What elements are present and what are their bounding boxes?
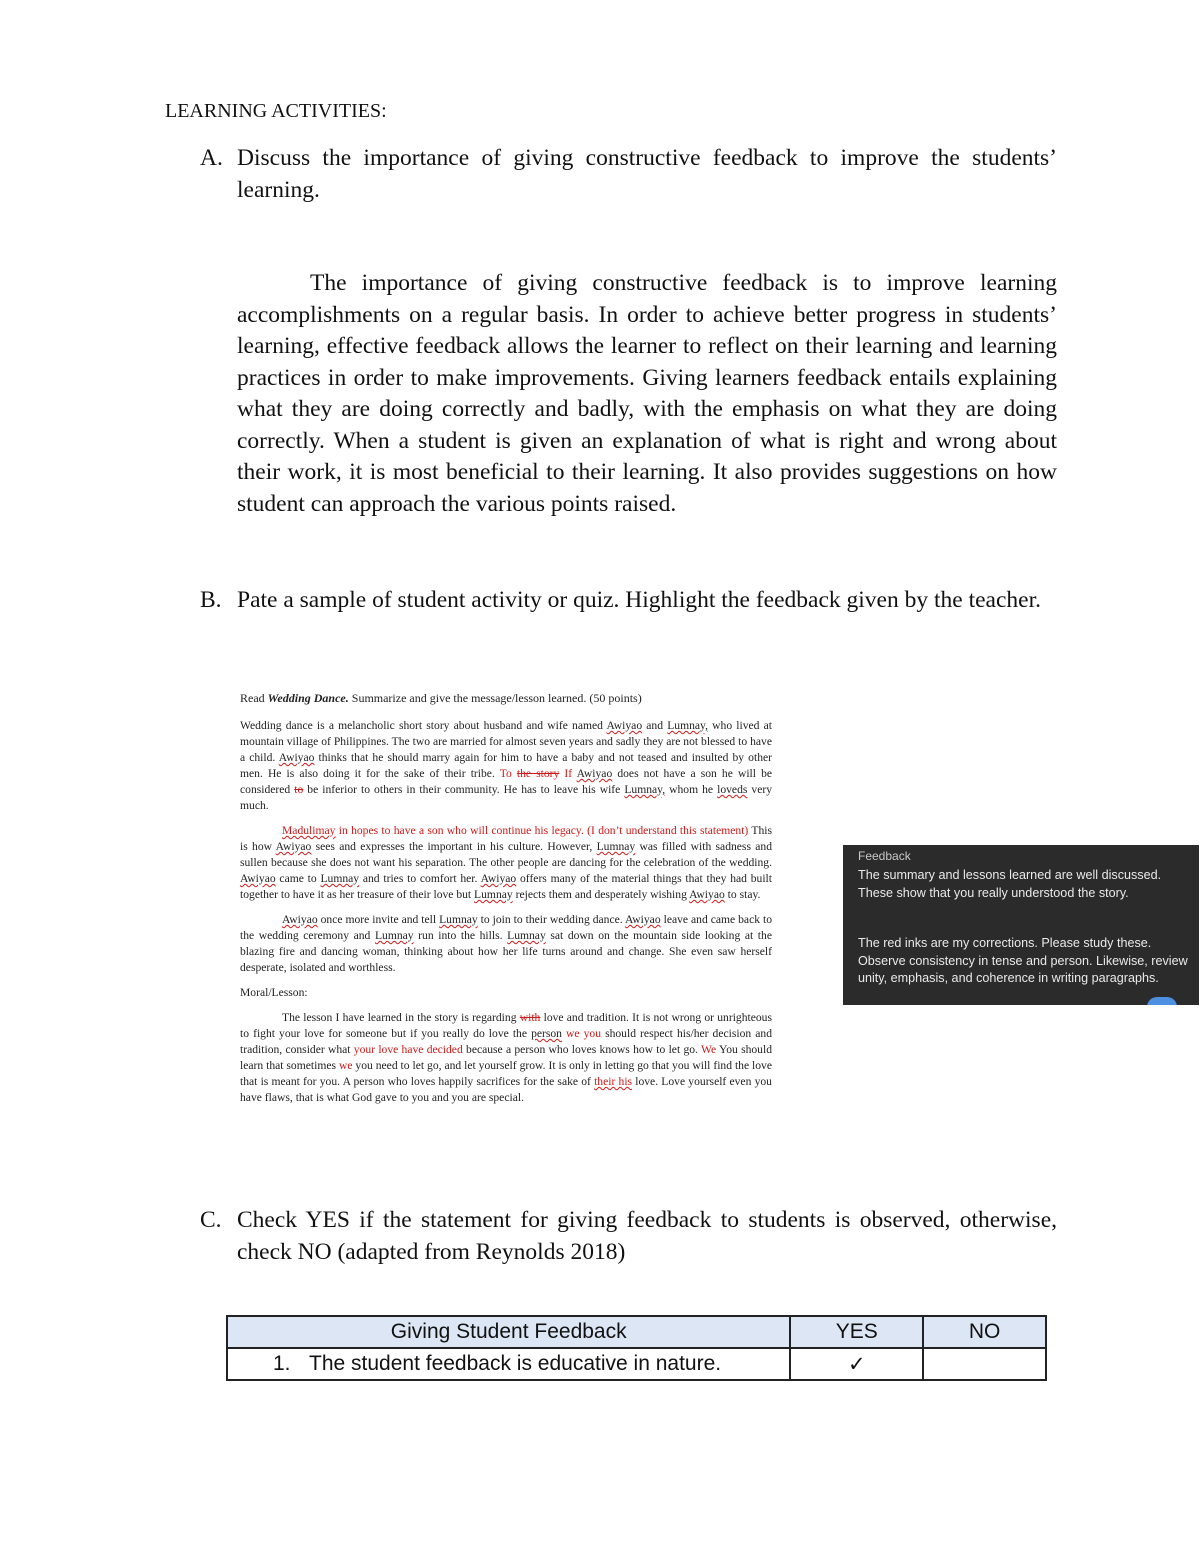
student-work-paragraph-3: Awiyao once more invite and tell Lumnay to join to their wedding dance. Awiyao leave and came back to the wedding ceremony and Lumnay run into the hills. Lumnay sat down on the mountain side looking at the blazing fire and dancing woman, thinking about how her life turns around and change. She even saw herself desperate, isolated and worthless. [240, 913, 772, 974]
section-b-question: Pate a sample of student activity or quiz. Highlight the feedback given by the teacher. [237, 587, 1041, 613]
table-header-row [227, 1316, 1046, 1348]
student-work-moral-label: Moral/Lesson: [240, 986, 308, 999]
feedback-text-1: The summary and lessons learned are well discussed. These show that you really understood the story. [858, 868, 1162, 900]
section-a-question: Discuss the importance of giving constructive feedback to improve the students’ learning. [237, 145, 1057, 203]
student-work-paragraph-2: Madulimay in hopes to have a son who will continue his legacy. (I don’t understand this statement) This is how Awiyao sees and expresses the important in his culture. However, Lumnay was filled with sadness and sullen because she does not want his separation. The other people are dancing for the celebration of the wedding. Awiyao came to Lumnay and tries to comfort her. Awiyao offers many of the material things that they had built together to have it as her treasure of their love but Lumnay rejects them and desperately wishing Awiyao to stay. [240, 824, 773, 901]
section-c-marker: C. [200, 1207, 222, 1233]
table-row-no-check[interactable] [923, 1348, 1046, 1380]
section-b-marker: B. [200, 587, 222, 613]
table-header-yes: YES [790, 1316, 923, 1348]
feedback-text-2: The red inks are my corrections. Please study these. Observe consistency in tense and person. Likewise, review unity, emphasis, and coherence in writing paragraphs. [858, 936, 1188, 985]
feedback-badge-icon [1147, 997, 1177, 1005]
section-a-answer: The importance of giving constructive feedback is to improve learning accomplishments on a regular basis. In order to achieve better progress in students’ learning, effective feedback allows the learner to reflect on their learning and learning practices in order to make improvements. Giving learners feedback entails explaining what they are doing correctly and badly, with the emphasis on what they are doing correctly. When a student is given an explanation of what is right and wrong about their work, it is most beneficial to their learning. It also provides suggestions on how student can approach the various points raised. [237, 270, 1057, 517]
feedback-panel [843, 845, 1199, 1005]
section-a-marker: A. [200, 145, 223, 171]
student-work-paragraph-1: Wedding dance is a melancholic short story about husband and wife named Awiyao and Lumnay, who lived at mountain village of Philippines. The two are married for almost seven years and sadly they are not blessed to have a child. Awiyao thinks that he should marry again for him to have a baby and not teased and insulted by other men. He is also doing it for the sake of their tribe. To the story If Awiyao does not have a son he will be considered to be inferior to others in their community. He has to leave his wife Lumnay, whom he loveds very much. [240, 719, 773, 812]
table-row [227, 1348, 1046, 1380]
section-c-question: Check YES if the statement for giving feedback to students is observed, otherwise, check NO (adapted from Reynolds 2018) [237, 1207, 1057, 1265]
feedback-panel-header: Feedback [858, 849, 911, 863]
feedback-checklist-table [226, 1315, 1047, 1381]
table-row-statement: 1. The student feedback is educative in nature. [227, 1348, 790, 1380]
table-header-feedback: Giving Student Feedback [227, 1316, 790, 1348]
student-work-sample [240, 690, 772, 1115]
page-heading: LEARNING ACTIVITIES: [165, 100, 387, 122]
table-header-no: NO [923, 1316, 1046, 1348]
student-work-paragraph-4: The lesson I have learned in the story is regarding with love and tradition. It is not wrong or unrighteous to fight your love for someone but if you really do love the person we you should respect his/her decision and tradition, consider what your love have decided because a person who loves knows how to let go. We You should learn that sometimes we you need to let go, and let yourself grow. It is only in letting go that you will find the love that is meant for you. A person who loves happily sacrifices for the sake of their his love. Love yourself even you have flaws, that is what God gave to you and you are special. [240, 1011, 773, 1104]
table-row-yes-check[interactable]: ✓ [790, 1348, 923, 1380]
student-work-title: Read Wedding Dance. Summarize and give the message/lesson learned. (50 points) [240, 691, 642, 705]
